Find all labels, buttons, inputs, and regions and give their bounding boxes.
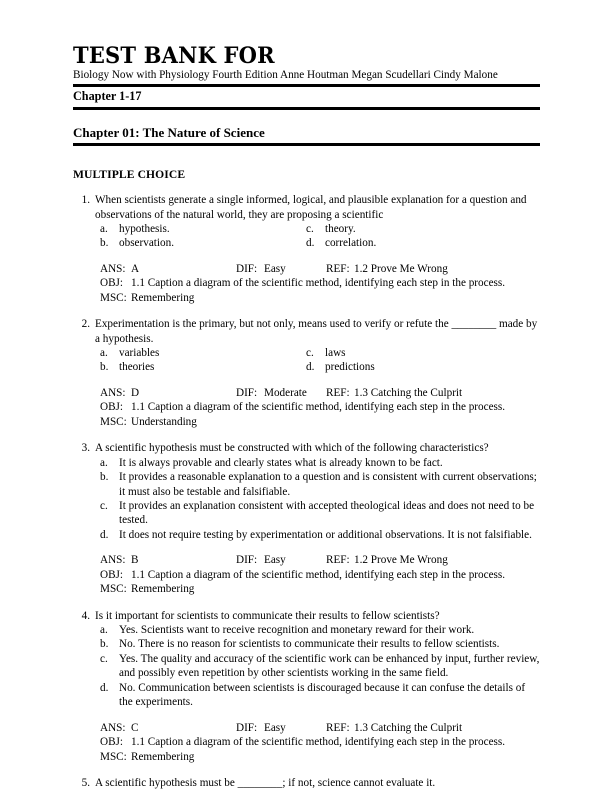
question-number: 2. [81, 318, 90, 331]
header-rule-top [73, 84, 540, 87]
objective-value: 1.1 Caption a diagram of the scientific method, identifying each step in the process. [131, 401, 506, 414]
difficulty-value: Easy [264, 554, 286, 567]
answer-choice-letter: d. [100, 681, 109, 694]
chapter-title: Chapter 01: The Nature of Science [73, 124, 265, 140]
answer-choice[interactable] [100, 456, 540, 470]
answer-choice[interactable] [100, 470, 540, 499]
answer-choice-letter: d. [100, 528, 109, 541]
objective-label: OBJ: [100, 277, 124, 290]
metadata-row-answer [100, 262, 540, 276]
metadata-row-answer [100, 721, 540, 735]
metadata-row-objective [100, 400, 540, 414]
msc-value: Remembering [131, 583, 195, 596]
answer-choice[interactable] [100, 360, 306, 374]
question-block [73, 317, 540, 429]
reference-value: 1.3 Catching the Culprit [354, 386, 463, 399]
reference-value: 1.2 Prove Me Wrong [354, 262, 448, 275]
answer-choice-text: variables [119, 347, 160, 359]
answer-choice-letter: a. [100, 222, 108, 235]
question-text: Is it important for scientists to communicate their results to fellow scientists? [95, 609, 440, 622]
answer-choice-text: theory. [325, 222, 356, 235]
answer-choices [100, 456, 540, 543]
question-block [73, 193, 540, 305]
question-stem-row [73, 317, 540, 346]
answer-label: ANS: [100, 554, 126, 567]
answer-choice[interactable] [100, 346, 306, 360]
objective-value: 1.1 Caption a diagram of the scientific method, identifying each step in the process. [131, 277, 506, 290]
question-text: A scientific hypothesis must be ________; if not, science cannot evaluate it. [95, 776, 436, 789]
objective-label: OBJ: [100, 568, 124, 581]
question-number: 5. [81, 776, 90, 789]
answer-value: A [131, 262, 140, 275]
answer-choice-text: theories [119, 361, 155, 374]
answer-choice-letter: d. [306, 237, 315, 250]
objective-label: OBJ: [100, 401, 124, 414]
msc-value: Remembering [131, 291, 195, 304]
reference-label: REF: [326, 554, 350, 567]
book-title-authors: Biology Now with Physiology Fourth Edition Anne Houtman Megan Scudellari Cindy Malone [73, 69, 498, 82]
msc-label: MSC: [100, 750, 127, 763]
question-block [73, 441, 540, 596]
msc-label: MSC: [100, 291, 127, 304]
chapter-range-label: Chapter 1-17 [73, 89, 142, 104]
msc-label: MSC: [100, 415, 127, 428]
answer-choice[interactable] [100, 499, 540, 528]
answer-value: D [131, 386, 140, 399]
answer-choice[interactable] [100, 637, 540, 651]
question-number: 3. [81, 442, 90, 455]
answer-choice[interactable] [306, 236, 540, 250]
question-stem-row [73, 193, 540, 222]
difficulty-value: Moderate [264, 386, 307, 399]
answer-choice[interactable] [100, 528, 540, 542]
answer-choice-pair [100, 346, 540, 360]
answer-choice[interactable] [100, 652, 540, 681]
question-text: When scientists generate a single informed, logical, and plausible explanation for a question and observations of the natural world, they are proposing a scientific [95, 194, 527, 221]
difficulty-value: Easy [264, 721, 286, 734]
difficulty-label: DIF: [236, 721, 258, 734]
answer-choice[interactable] [306, 222, 540, 236]
answer-choice-letter: d. [306, 361, 315, 374]
msc-value: Remembering [131, 750, 195, 763]
question-text: A scientific hypothesis must be constructed with which of the following characteristics? [95, 442, 489, 455]
question-metadata [100, 262, 540, 305]
question-stem-row [73, 776, 540, 790]
answer-choice-letter: c. [306, 347, 314, 359]
question-number: 1. [81, 194, 90, 207]
answer-choice-pair [100, 360, 540, 374]
answer-choices [100, 346, 540, 375]
answer-choice-text: It provides an explanation consistent with accepted theological ideas and does not need to be tested. [119, 499, 535, 527]
answer-choice-text: laws [325, 347, 346, 359]
answer-choice-letter: b. [100, 471, 109, 484]
metadata-row-msc [100, 415, 540, 429]
answer-choice-letter: a. [100, 347, 108, 359]
answer-choice-text: hypothesis. [119, 222, 170, 235]
question-stem-row [73, 441, 540, 455]
reference-value: 1.2 Prove Me Wrong [354, 554, 448, 567]
objective-value: 1.1 Caption a diagram of the scientific method, identifying each step in the process. [131, 568, 506, 581]
answer-choice-letter: b. [100, 638, 109, 651]
answer-choice[interactable] [100, 681, 540, 710]
msc-value: Understanding [131, 415, 197, 428]
metadata-row-objective [100, 568, 540, 582]
question-stem-row [73, 609, 540, 623]
answer-choice[interactable] [306, 346, 540, 360]
answer-choice-text: It is always provable and clearly states what is already known to be fact. [119, 456, 443, 469]
answer-choice-text: predictions [325, 361, 375, 374]
difficulty-label: DIF: [236, 386, 258, 399]
answer-choice[interactable] [100, 236, 306, 250]
answer-label: ANS: [100, 721, 126, 734]
reference-label: REF: [326, 721, 350, 734]
objective-label: OBJ: [100, 736, 124, 749]
header-spacer [73, 110, 540, 124]
test-bank-title: TEST BANK FOR [73, 41, 275, 69]
objective-value: 1.1 Caption a diagram of the scientific method, identifying each step in the process. [131, 736, 506, 749]
metadata-row-objective [100, 735, 540, 749]
question-metadata [100, 721, 540, 764]
difficulty-label: DIF: [236, 262, 258, 275]
answer-choice-text: Yes. Scientists want to receive recognition and monetary reward for their work. [119, 624, 475, 636]
answer-choice[interactable] [100, 623, 540, 637]
answer-choice-letter: c. [100, 652, 108, 665]
metadata-row-answer [100, 553, 540, 567]
answer-choice-letter: a. [100, 456, 108, 469]
answer-choice-text: correlation. [325, 237, 377, 250]
metadata-row-msc [100, 582, 540, 596]
reference-label: REF: [326, 386, 350, 399]
answer-choice-text: Yes. The quality and accuracy of the scientific work can be enhanced by input, further review, and possibly even repetition by other scientists working in the same field. [119, 652, 540, 680]
msc-label: MSC: [100, 583, 127, 596]
answer-value: B [131, 554, 139, 567]
answer-choice-pair [100, 236, 540, 250]
answer-choices [100, 222, 540, 251]
reference-label: REF: [326, 262, 350, 275]
answer-choice-letter: b. [100, 361, 109, 374]
difficulty-value: Easy [264, 262, 286, 275]
answer-choice-pair [100, 222, 540, 236]
question-metadata [100, 386, 540, 429]
answer-choice-letter: c. [100, 499, 108, 512]
question-text: Experimentation is the primary, but not only, means used to verify or refute the ________ made by a hypothesis. [95, 318, 538, 345]
answer-choice-letter: b. [100, 237, 109, 250]
section-heading-multiple-choice: MULTIPLE CHOICE [73, 168, 186, 182]
answer-choice-letter: a. [100, 624, 108, 636]
answer-choice[interactable] [306, 360, 540, 374]
question-number: 4. [81, 609, 90, 622]
question-metadata [100, 553, 540, 596]
answer-label: ANS: [100, 262, 126, 275]
document-header [73, 41, 540, 146]
question-block [73, 776, 540, 790]
answer-choice-text: No. Communication between scientists is discouraged because it can confuse the details of the experiments. [119, 681, 526, 709]
difficulty-label: DIF: [236, 554, 258, 567]
metadata-row-msc [100, 291, 540, 305]
answer-choice-letter: c. [306, 222, 314, 235]
answer-choice-text: No. There is no reason for scientists to communicate their results to fellow scientists. [119, 638, 500, 651]
answer-choice-text: observation. [119, 237, 174, 250]
question-block [73, 609, 540, 764]
questions-container [73, 193, 540, 790]
answer-choice[interactable] [100, 222, 306, 236]
metadata-row-msc [100, 750, 540, 764]
header-rule-bottom [73, 143, 540, 146]
answer-choice-text: It provides a reasonable explanation to a question and is consistent with current observations; it must also be testable and falsifiable. [119, 471, 537, 498]
answer-value: C [131, 721, 139, 734]
answer-choices [100, 623, 540, 710]
metadata-row-objective [100, 276, 540, 290]
answer-label: ANS: [100, 386, 126, 399]
answer-choice-text: It does not require testing by experimentation or additional observations. It is not falsifiable. [119, 528, 532, 541]
reference-value: 1.3 Catching the Culprit [354, 721, 463, 734]
metadata-row-answer [100, 386, 540, 400]
